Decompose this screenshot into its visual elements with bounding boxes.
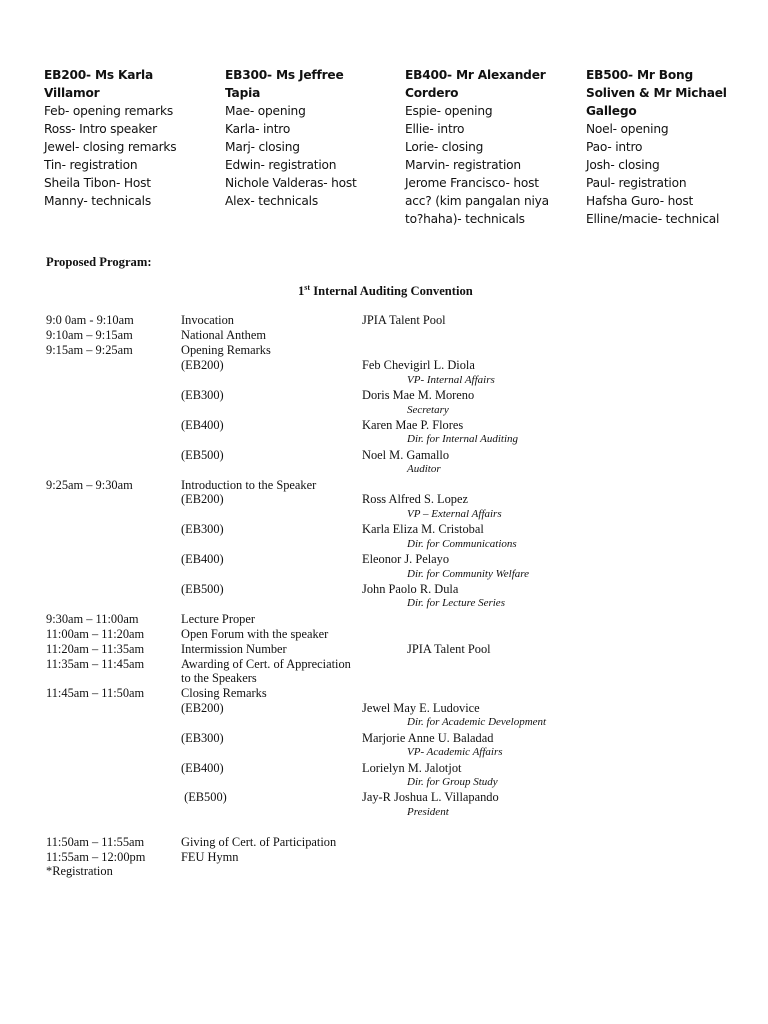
row-assignee: JPIA Talent Pool	[362, 313, 446, 327]
team-heading: EB500- Mr Bong	[586, 68, 694, 82]
row-activity-cont: to the Speakers	[181, 671, 257, 685]
sub-role: Dir. for Lecture Series	[407, 597, 505, 609]
sub-name: Jay-R Joshua L. Villapando	[362, 790, 499, 804]
sub-room: (EB500)	[181, 582, 224, 596]
row-activity: FEU Hymn	[181, 850, 239, 864]
sub-room: (EB400)	[181, 418, 224, 432]
title-text: Internal Auditing Convention	[310, 284, 473, 298]
team-eb500	[586, 66, 727, 228]
team-heading: Cordero	[405, 86, 459, 100]
team-heading: Gallego	[586, 104, 637, 118]
row-time: 11:50am – 11:55am	[46, 835, 145, 849]
row-time: 11:00am – 11:20am	[46, 627, 145, 641]
team-member-line: Nichole Valderas- host	[225, 176, 357, 190]
sub-room: (EB300)	[181, 388, 224, 402]
sub-room: (EB500)	[181, 448, 224, 462]
sub-role: VP- Internal Affairs	[407, 374, 495, 386]
row-time: 9:0 0am - 9:10am	[46, 313, 134, 327]
sub-role: Dir. for Academic Development	[407, 716, 547, 728]
row-time: 11:45am – 11:50am	[46, 686, 145, 700]
sub-name: Karla Eliza M. Cristobal	[362, 522, 484, 536]
sub-role: President	[407, 806, 449, 818]
team-member-line: Karla- intro	[225, 122, 291, 136]
team-member-line: Hafsha Guro- host	[586, 194, 694, 208]
sub-name: Karen Mae P. Flores	[362, 418, 464, 432]
sub-name: Ross Alfred S. Lopez	[362, 492, 468, 506]
team-member-line: Jerome Francisco- host	[405, 176, 539, 190]
row-activity: Awarding of Cert. of Appreciation	[181, 657, 351, 671]
team-member-line: Ross- Intro speaker	[44, 122, 157, 136]
row-time: 11:20am – 11:35am	[46, 642, 145, 656]
sub-name: Lorielyn M. Jalotjot	[362, 761, 462, 775]
title-number: 1	[298, 284, 305, 298]
row-activity: Open Forum with the speaker	[181, 627, 329, 641]
sub-room: (EB400)	[181, 761, 224, 775]
team-member-line: Mae- opening	[225, 104, 306, 118]
team-member-line: Pao- intro	[586, 140, 643, 154]
sub-room: (EB200)	[181, 492, 224, 506]
sub-name: Noel M. Gamallo	[362, 448, 450, 462]
sub-role: Dir. for Community Welfare	[407, 568, 530, 580]
sub-room: (EB300)	[181, 731, 224, 745]
row-activity: Intermission Number	[181, 642, 287, 656]
team-eb300	[225, 66, 357, 210]
team-eb400	[405, 66, 549, 228]
row-time: 9:30am – 11:00am	[46, 612, 139, 626]
team-member-line: Josh- closing	[586, 158, 660, 172]
row-time: 11:55am – 12:00pm	[46, 850, 146, 864]
registration-note: *Registration	[46, 864, 113, 878]
sub-name: John Paolo R. Dula	[362, 582, 459, 596]
row-activity: Giving of Cert. of Participation	[181, 835, 337, 849]
team-member-line: Alex- technicals	[225, 194, 319, 208]
sub-name: Doris Mae M. Moreno	[362, 388, 475, 402]
sub-role: VP- Academic Affairs	[407, 746, 503, 758]
row-time: 9:10am – 9:15am	[46, 328, 133, 342]
team-member-line: Lorie- closing	[405, 140, 484, 154]
team-assignments	[44, 66, 744, 236]
team-member-line: Tin- registration	[44, 158, 138, 172]
team-member-line: Jewel- closing remarks	[44, 140, 177, 154]
row-time: 9:25am – 9:30am	[46, 478, 133, 492]
sub-room: (EB500)	[181, 790, 227, 804]
team-member-line: Marvin- registration	[405, 158, 521, 172]
sub-role: Dir. for Communications	[407, 538, 517, 550]
row-activity: National Anthem	[181, 328, 266, 342]
sub-role: Dir. for Group Study	[407, 776, 498, 788]
sub-room: (EB200)	[181, 701, 224, 715]
row-activity: Lecture Proper	[181, 612, 255, 626]
row-activity: Closing Remarks	[181, 686, 267, 700]
team-member-line: Sheila Tibon- Host	[44, 176, 151, 190]
team-member-line: Noel- opening	[586, 122, 669, 136]
team-heading: EB200- Ms Karla	[44, 68, 154, 82]
sub-name: Feb Chevigirl L. Diola	[362, 358, 475, 372]
row-time: 11:35am – 11:45am	[46, 657, 145, 671]
sub-name: Eleonor J. Pelayo	[362, 552, 450, 566]
team-eb200	[44, 66, 176, 210]
team-member-line: Ellie- intro	[405, 122, 465, 136]
team-member-line: Marj- closing	[225, 140, 300, 154]
sub-role: VP – External Affairs	[407, 508, 502, 520]
row-activity: Opening Remarks	[181, 343, 271, 357]
sub-role: Dir. for Internal Auditing	[407, 433, 519, 445]
team-heading: Tapia	[225, 86, 261, 100]
sub-role: Auditor	[407, 463, 441, 475]
team-heading: Soliven & Mr Michael	[586, 86, 727, 100]
team-member-line: Manny- technicals	[44, 194, 152, 208]
program-heading: Proposed Program:	[46, 255, 152, 269]
row-activity: Introduction to the Speaker	[181, 478, 317, 492]
title-ordinal: st	[304, 283, 311, 292]
sub-room: (EB300)	[181, 522, 224, 536]
row-time: 9:15am – 9:25am	[46, 343, 133, 357]
team-member-line: acc? (kim pangalan niya	[405, 194, 549, 208]
row-assignee: JPIA Talent Pool	[407, 642, 491, 656]
team-member-line: to?haha)- technicals	[405, 212, 525, 226]
team-member-line: Edwin- registration	[225, 158, 337, 172]
convention-title	[298, 283, 473, 299]
team-heading: EB400- Mr Alexander	[405, 68, 546, 82]
team-heading: EB300- Ms Jeffree	[225, 68, 344, 82]
sub-room: (EB400)	[181, 552, 224, 566]
team-member-line: Feb- opening remarks	[44, 104, 173, 118]
team-member-line: Elline/macie- technical	[586, 212, 720, 226]
sub-name: Jewel May E. Ludovice	[362, 701, 480, 715]
row-activity: Invocation	[181, 313, 234, 327]
sub-room: (EB200)	[181, 358, 224, 372]
team-member-line: Espie- opening	[405, 104, 493, 118]
sub-name: Marjorie Anne U. Baladad	[362, 731, 494, 745]
team-heading: Villamor	[44, 86, 100, 100]
sub-role: Secretary	[407, 404, 449, 416]
team-member-line: Paul- registration	[586, 176, 687, 190]
